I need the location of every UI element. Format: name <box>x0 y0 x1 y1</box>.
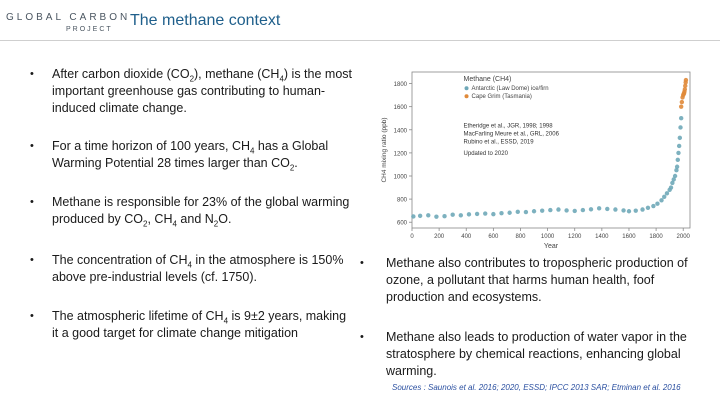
bullet-text: Methane also contributes to tropospheric production of ozone, a pollutant that harms human health, foof production and ecosystems. <box>386 256 688 304</box>
data-point <box>524 210 528 214</box>
data-point <box>499 211 503 215</box>
data-point <box>673 174 677 178</box>
x-tick-label: 400 <box>461 234 472 240</box>
bullet-dot: • <box>30 68 34 80</box>
data-point <box>556 207 560 211</box>
reference-annotation: MacFarling Meure et al., GRL, 2006 <box>463 131 559 138</box>
data-point <box>679 116 683 120</box>
data-point <box>573 209 577 213</box>
subscript: 4 <box>172 219 177 229</box>
data-point <box>516 210 520 214</box>
data-point <box>507 211 511 215</box>
plot-frame <box>412 72 690 228</box>
data-point <box>434 214 438 218</box>
data-point <box>678 125 682 129</box>
data-point <box>678 136 682 140</box>
sources-citation: Sources : Saunois et al. 2016; 2020, ESSD; IPCC 2013 SAR; Etminan et al. 2016 <box>392 383 681 392</box>
bullet-dot: • <box>30 196 34 208</box>
reference-annotation: Etheridge et al., JGR, 1998; 1998 <box>463 123 553 130</box>
data-point <box>418 214 422 218</box>
data-point <box>450 213 454 217</box>
x-tick-label: 2000 <box>676 234 690 240</box>
global-carbon-project-logo <box>6 12 131 42</box>
subscript: 4 <box>250 146 255 156</box>
data-point <box>655 202 659 206</box>
chart-svg <box>372 66 698 254</box>
data-point <box>680 100 684 104</box>
data-point <box>548 208 552 212</box>
legend-entry: Antarctic (Law Dome) ice/firn <box>471 86 549 93</box>
data-point <box>491 212 495 216</box>
legend-marker <box>465 94 469 98</box>
legend-entry: Cape Grim (Tasmania) <box>471 94 532 101</box>
subscript: 2 <box>289 163 295 173</box>
y-axis-label: CH4 mixing ratio (ppb) <box>381 117 388 183</box>
subscript: 2 <box>213 219 219 229</box>
bullet-dot: • <box>30 310 34 322</box>
x-tick-label: 800 <box>515 234 526 240</box>
bullet-text: Methane is responsible for 23% of the global warming produced by $CO_2$, $CH_4$ and $N_2O$. <box>52 195 350 229</box>
data-point <box>676 158 680 162</box>
data-point <box>613 207 617 211</box>
x-axis-label: Year <box>543 243 559 250</box>
bullet-dot: • <box>360 257 364 269</box>
data-point <box>684 78 688 82</box>
subscript: 4 <box>279 74 284 84</box>
subscript: 2 <box>143 219 148 229</box>
bullet-dot: • <box>360 331 364 343</box>
data-point <box>677 144 681 148</box>
data-point <box>483 211 487 215</box>
update-annotation: Updated to 2020 <box>463 151 508 158</box>
x-tick-label: 1200 <box>568 234 582 240</box>
data-point <box>646 206 650 210</box>
y-tick-label: 1400 <box>393 128 407 135</box>
data-point <box>475 212 479 216</box>
x-tick-label: 1800 <box>649 234 663 240</box>
bullet-text: The concentration of $CH_4$ in the atmosphere is 150% above pre-industrial levels (cf. 1750). <box>52 253 344 284</box>
data-point <box>589 207 593 211</box>
y-tick-label: 1600 <box>393 105 407 112</box>
bullet-dot: • <box>30 140 34 152</box>
data-point <box>665 191 669 195</box>
methane-concentration-chart <box>372 66 698 254</box>
logo-top-text: GLOBAL CARBON <box>6 12 131 23</box>
data-point <box>564 208 568 212</box>
x-tick-label: 1000 <box>540 234 555 240</box>
data-point <box>605 207 609 211</box>
data-point <box>640 207 644 211</box>
subscript: 4 <box>187 260 192 270</box>
y-tick-label: 1200 <box>393 151 407 158</box>
data-point <box>659 198 663 202</box>
page-title: The methane context <box>130 12 281 29</box>
data-point <box>679 104 683 108</box>
bullet-dot: • <box>30 254 34 266</box>
data-point <box>669 185 673 189</box>
legend-marker <box>465 86 469 90</box>
subscript: 4 <box>223 316 229 326</box>
x-tick-label: 1400 <box>595 234 609 240</box>
bullet-text: After carbon dioxide $(CO_2)$, methane $(CH_4)$ is the most important greenhouse gas contributing to human-induced climate change. <box>52 67 352 115</box>
data-point <box>540 208 544 212</box>
data-point <box>532 209 536 213</box>
x-tick-label: 200 <box>434 234 445 240</box>
data-point <box>627 209 631 213</box>
data-point <box>581 208 585 212</box>
title-divider <box>0 40 720 41</box>
y-tick-label: 1000 <box>393 174 407 181</box>
bullet-text: For a time horizon of 100 years, $CH_4$ has a Global Warming Potential 28 times larger than $CO_2$. <box>52 139 329 173</box>
x-tick-label: 600 <box>488 234 499 240</box>
legend-title: Methane (CH4) <box>463 76 512 84</box>
data-point <box>676 151 680 155</box>
reference-annotation: Rubino et al., ESSD, 2019 <box>463 139 534 146</box>
y-tick-label: 800 <box>396 197 407 204</box>
data-point <box>651 204 655 208</box>
bullet-text: The atmospheric lifetime of $CH_4$ is 9±2 years, making it a good target for climate change mitigation <box>52 309 347 340</box>
data-point <box>442 214 446 218</box>
data-point <box>597 206 601 210</box>
data-point <box>467 212 471 216</box>
subscript: 2 <box>189 74 195 84</box>
bullet-text: Methane also leads to production of water vapor in the stratosphere by chemical reactions, enhancing global warming. <box>386 330 687 378</box>
data-point <box>675 165 679 169</box>
y-tick-label: 600 <box>396 220 407 227</box>
data-point <box>621 208 625 212</box>
y-tick-label: 1800 <box>393 82 407 89</box>
data-point <box>411 214 415 218</box>
data-point <box>662 195 666 199</box>
x-tick-label: 0 <box>410 234 414 240</box>
logo-bottom-text: PROJECT <box>66 26 113 33</box>
data-point <box>634 208 638 212</box>
x-tick-label: 1600 <box>622 234 636 240</box>
data-point <box>459 213 463 217</box>
data-point <box>426 213 430 217</box>
